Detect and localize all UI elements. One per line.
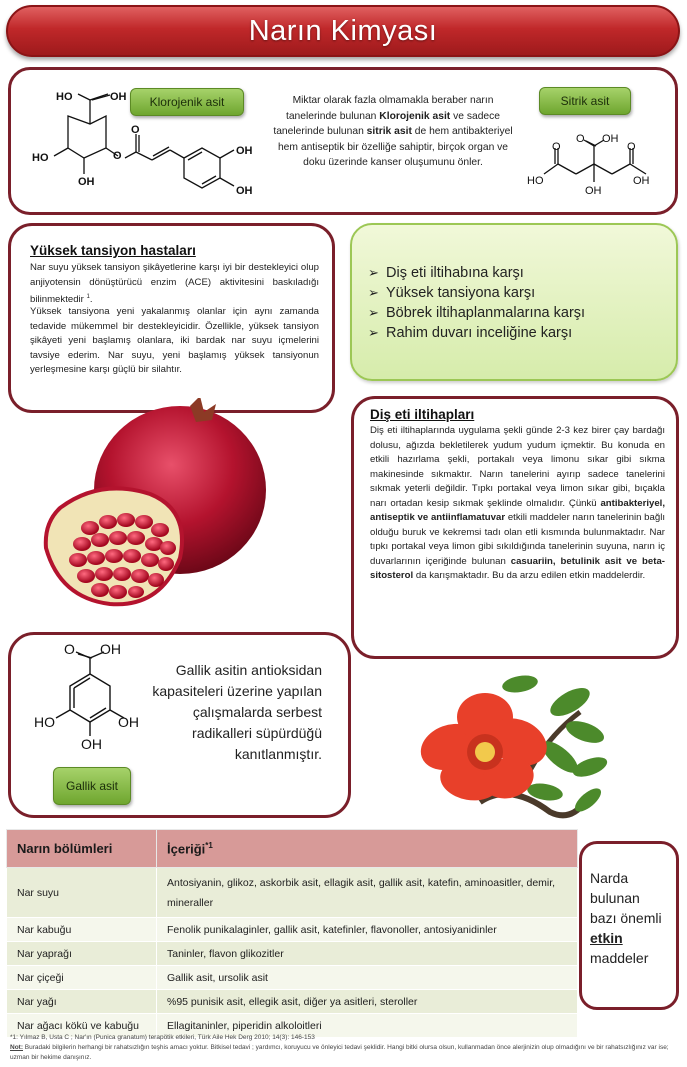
gallic-acid-text: Gallik asitin antioksidan kapasiteleri üzerine yapılan çalışmalarda serbest radikalleri süpürdüğü kanıtlanmıştır. <box>152 662 322 762</box>
table-cell: Nar ağacı kökü ve kabuğu <box>7 1014 157 1038</box>
chem-label: OH <box>100 641 121 657</box>
benefits-card <box>350 223 678 381</box>
disclaimer-text: Not: Buradaki bilgilerin herhangi bir rahatsızlığın teşhis amacı yoktur. Bitkisel tedavi ; yardımcı, koruyucu ve önleyici tedavi şeklidir. Hangi bitki olursa olsun, kullanmadan önce alerjinizin olup olmadığını ve bir rahatsızlığınız var ise; uzman bir hekime danışınız. <box>10 1044 669 1061</box>
page-title: Narın Kimyası <box>248 14 438 47</box>
footnote <box>10 1033 670 1063</box>
table-header: Narın bölümleri <box>7 830 157 868</box>
table-cell: Gallik asit, ursolik asit <box>157 966 578 990</box>
chem-label: O <box>576 133 585 145</box>
table-cell: Ellagitaninler, piperidin alkoloitleri <box>157 1014 578 1038</box>
table-row <box>7 966 578 990</box>
table-row <box>7 990 578 1014</box>
chem-label: OH <box>585 185 602 197</box>
chem-label: HO <box>56 91 73 103</box>
chem-label: OH <box>118 714 139 730</box>
chem-label: OH <box>236 185 253 197</box>
table-cell: %95 punisik asit, ellegik asit, diğer ya asitleri, steroller <box>157 990 578 1014</box>
gum-disease-title: Diş eti iltihapları <box>370 407 475 422</box>
chlorogenic-acid-pill: Klorojenik asit <box>130 88 244 116</box>
chem-label: O <box>131 124 140 136</box>
parts-table <box>6 829 578 1038</box>
chem-label: OH <box>633 175 650 187</box>
chem-label: O <box>64 641 75 657</box>
hypertension-text-2: Yüksek tansiyona yeni yakalanmış olanlar için aynı zamanda tedavide mükemmel bir destekleyicidir. Özellikle, yüksek tansiyon şikâyeti yeni başlamış olanlara, iki bardak nar suyu içmelerini tavsiye ederim. Nar suyu, yeni başlamış yüksek tansiyonun yerleşmesine karşı güçlü bir silahtır. <box>30 306 319 375</box>
table-cell: Nar kabuğu <box>7 918 157 942</box>
title-bar <box>6 5 680 57</box>
chem-label: HO <box>34 714 55 730</box>
arrow-bullet-icon: ➢ <box>368 265 379 280</box>
chem-label: OH <box>78 176 95 188</box>
table-row <box>7 868 578 918</box>
list-item: ➢ Diş eti iltihabına karşı <box>368 265 524 281</box>
chem-label: O <box>627 141 636 153</box>
arrow-bullet-icon: ➢ <box>368 305 379 320</box>
chem-label: HO <box>527 175 544 187</box>
citric-acid-pill: Sitrik asit <box>539 87 631 115</box>
table-cell: Nar yaprağı <box>7 942 157 966</box>
hypertension-text-1: Nar suyu yüksek tansiyon şikâyetlerine karşı iyi bir destekleyici olup anjiyotensin dönüştürücü enzim (ACE) aktivitesini baskıladığı bilinmektedir $^1$. <box>30 262 319 306</box>
table-cell: Nar yağı <box>7 990 157 1014</box>
list-item: ➢ Yüksek tansiyona karşı <box>368 285 536 301</box>
table-header-row <box>7 830 578 868</box>
pomegranate-flower-image <box>410 662 610 832</box>
table-header: İçeriği$^{*1}$ <box>157 830 578 868</box>
table-cell: Nar çiçeği <box>7 966 157 990</box>
gallic-acid-pill: Gallik asit <box>53 767 131 805</box>
table-cell: Fenolik punikalaginler, gallik asit, katefinler, flavonoller, antosiyanidinler <box>157 918 578 942</box>
list-item: ➢ Rahim duvarı inceliğine karşı <box>368 325 573 341</box>
table-cell: Taninler, flavon glikozitler <box>157 942 578 966</box>
table-cell: Antosiyanin, glikoz, askorbik asit, ellagik asit, gallik asit, katefin, aminoasitler, demir, mineraller <box>157 868 578 918</box>
chem-label: OH <box>602 133 619 145</box>
arrow-bullet-icon: ➢ <box>368 285 379 300</box>
list-item: ➢ Böbrek iltihaplanmalarına karşı <box>368 305 586 321</box>
chem-label: OH <box>236 145 253 157</box>
reference-text: *1: Yılmaz B, Usta C ; Nar'ın (Punica granatum) terapötik etkileri, Türk Aile Hek Derg 2010; 14(3): 146-153 <box>10 1034 315 1041</box>
gum-disease-text: Diş eti iltihaplarında uygulama şekli günde 2-3 kez birer çay bardağı dolusu, ağızda bekletilerek yudum yudum içmektir. Bu konuda en etkili hazırlama şekli, portakalı veya limonu sıkar gibi sıkma makinesinde sıkmaktır. Narın tanelerini ayırıp sadece tanelerini sıkmak yeterli değildir. Tıpkı portakal veya limon sıkar gibi, bıçakla narı ortadan kesip sıkmak şeklinde olmalıdır. Çünkü antibakteriyel, antiseptik ve antiinflamatuvar etkili maddeler narın tanelerinin bağlı olduğu buruk ve kekremsi tadı olan etli kısmında bulunmaktadır. Nar tıpkı portakal veya limon gibi sıkıldığında tanelerinin suyuna, narın iç duvarlarının içeriğinde bulunan casuariin, betulinik asit ve beta-sitosterol da karışmaktadır. Bu da arzu edilen etkin maddelerdir. <box>370 425 665 581</box>
table-row <box>7 918 578 942</box>
benefits-list <box>368 263 585 343</box>
top-description: Miktar olarak fazla olmamakla beraber narın tanelerinde bulunan Klorojenik asit ve sadece tanelerinde bulunan sitrik asit de hem antibakteriyel hem antiseptik bir özelliğe sahiptir, birçok organ ve doku üzerinde kanser oluşumunu önler. <box>273 95 513 168</box>
chem-label: O <box>113 150 122 162</box>
pomegranate-fruit-image <box>40 398 272 616</box>
chem-label: O <box>552 141 561 153</box>
chem-label: OH <box>110 91 127 103</box>
active-substances-text: Narda bulunan bazı önemli etkin maddeler <box>590 870 662 966</box>
table-row <box>7 942 578 966</box>
arrow-bullet-icon: ➢ <box>368 325 379 340</box>
hypertension-title: Yüksek tansiyon hastaları <box>30 243 196 258</box>
chem-label: HO <box>32 152 49 164</box>
chem-label: OH <box>81 736 102 752</box>
table-cell: Nar suyu <box>7 868 157 918</box>
